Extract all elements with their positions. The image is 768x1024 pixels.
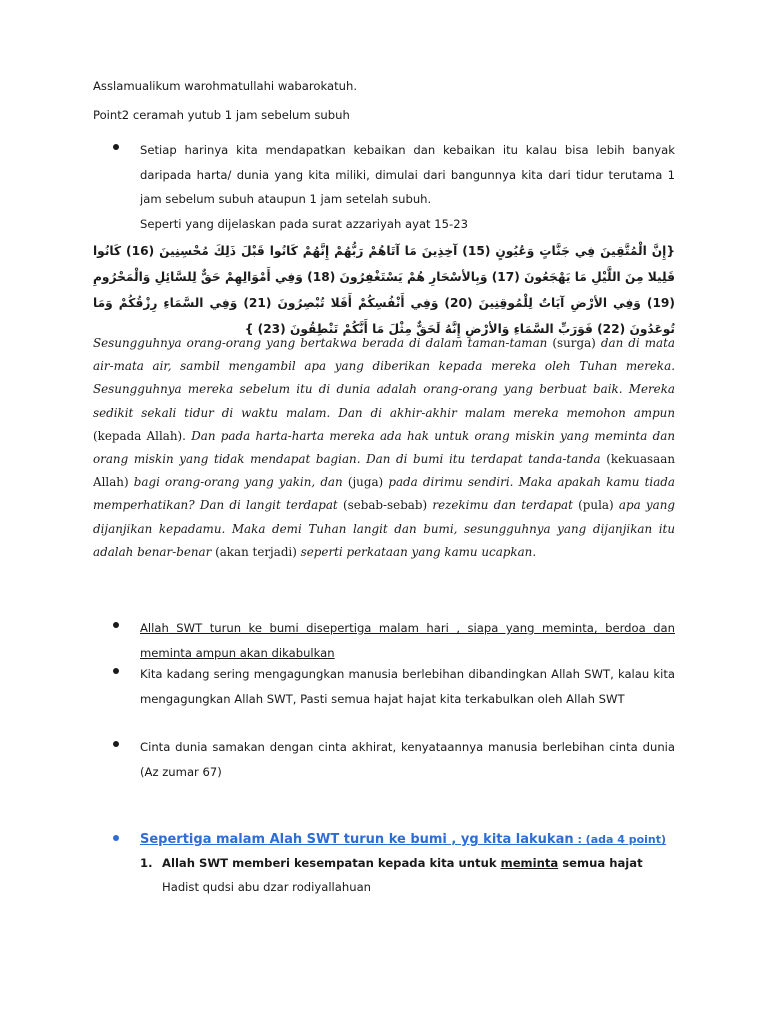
translation-part: apa yang dijanjikan kepadamu. Maka demi Tuhan langit dan bumi, sesungguhnya yang dijanjikan itu adalah benar-benar bbox=[93, 498, 675, 559]
bullet-1-subtext: Seperti yang dijelaskan pada surat azzariyah ayat 15-23 bbox=[140, 216, 468, 231]
bullet-3-text: Kita kadang sering mengagungkan manusia berlebihan dibandingkan Allah SWT, kalau kita mengagungkan Allah SWT, Pasti semua hajat hajat kita terkabulkan oleh Allah SWT bbox=[140, 667, 675, 706]
translation-upright: (kekuasaan Allah) bbox=[93, 452, 675, 490]
bullet-dot-icon bbox=[113, 144, 119, 150]
translation-upright: (akan terjadi) bbox=[215, 544, 297, 559]
bullet-dot-icon bbox=[113, 622, 119, 628]
translation-part: rezekimu dan terdapat bbox=[427, 498, 579, 513]
bullet-dot-icon bbox=[113, 668, 119, 674]
heading-text: Sepertiga malam Alah SWT turun ke bumi , yg kita lakukan bbox=[140, 832, 574, 847]
numbered-text-after: semua hajat bbox=[558, 856, 643, 870]
bullet-item-3 bbox=[113, 662, 675, 711]
translation-upright: (kepada Allah). bbox=[93, 428, 186, 443]
bullet-item-2 bbox=[113, 616, 675, 665]
greeting-line: Asslamualikum warohmatullahi wabarokatuh. bbox=[93, 79, 358, 93]
translation-upright: (juga) bbox=[347, 475, 384, 490]
bullet-item-4 bbox=[113, 735, 675, 784]
arabic-verse: {إِنَّ الْمُتَّقِينَ فِي جَنَّاتٍ وَعُيُونٍ (15) آخِذِينَ مَا آتَاهُمْ رَبُّهُمْ إِنَّهُمْ كَانُوا قَبْلَ ذَلِكَ مُحْسِنِينَ (16) كَانُوا قَلِيلا مِنَ اللَّيْلِ مَا يَهْجَعُونَ (17) وَبِالأسْحَارِ هُمْ يَسْتَغْفِرُونَ (18) وَفِي أَمْوَالِهِمْ حَقٌّ لِلسَّائِلِ وَالْمَحْرُومِ (19) وَفِي الأرْضِ آيَاتٌ لِلْمُوقِنِينَ (20) وَفِي أَنْفُسِكُمْ أَفَلا تُبْصِرُونَ (21) وَفِي السَّمَاءِ رِزْقُكُمْ وَمَا تُوعَدُونَ (22) فَوَرَبِّ السَّمَاءِ وَالأرْضِ إِنَّهُ لَحَقٌّ مِثْلَ مَا أَنَّكُمْ تَنْطِقُونَ (23) } bbox=[93, 244, 676, 336]
numbered-text-underlined: meminta bbox=[500, 856, 559, 870]
numbered-item-1 bbox=[140, 856, 700, 870]
bullet-dot-icon bbox=[113, 741, 119, 747]
bullet-2-text: Allah SWT turun ke bumi disepertiga malam hari , siapa yang meminta, berdoa dan meminta ampun akan dikabulkan bbox=[140, 621, 675, 660]
translation-part: dan di mata air-mata air, sambil mengambil apa yang diberikan kepada mereka oleh Tuhan mereka. Sesungguhnya mereka sebelum itu di dunia adalah orang-orang yang berbuat baik. Mereka sedikit sekali tidur di waktu malam. Dan di akhir-akhir malam mereka memohon ampun bbox=[93, 336, 675, 420]
translation-part: Dan pada harta-harta mereka ada hak untuk orang miskin yang meminta dan orang miskin yang tidak mendapat bagian. Dan di bumi itu terdapat tanda-tanda bbox=[93, 428, 675, 467]
translation-upright: (pula) bbox=[578, 498, 614, 513]
heading-note: : (ada 4 point) bbox=[573, 833, 667, 846]
bullet-4-text: Cinta dunia samakan dengan cinta akhirat, kenyataannya manusia berlebihan cinta dunia (Az zumar 67) bbox=[140, 740, 675, 779]
translation-upright: (sebab-sebab) bbox=[342, 498, 428, 513]
verse-translation bbox=[93, 332, 675, 564]
item-number: 1. bbox=[140, 856, 153, 870]
section-heading bbox=[113, 828, 683, 853]
translation-part: bagi orang-orang yang yakin, dan bbox=[128, 475, 348, 490]
bullet-item-1 bbox=[113, 138, 675, 236]
translation-part: Sesungguhnya orang-orang yang bertakwa berada di dalam taman-taman bbox=[93, 336, 553, 350]
translation-upright: (surga) bbox=[552, 336, 596, 350]
bullet-1-text: Setiap harinya kita mendapatkan kebaikan dan kebaikan itu kalau bisa lebih banyak daripada harta/ dunia yang kita miliki, dimulai dari bangunnya kita dari tidur terutama 1 jam sebelum subuh ataupun 1 jam setelah subuh. bbox=[140, 143, 675, 206]
numbered-text-before: Allah SWT memberi kesempatan kepada kita untuk bbox=[162, 856, 501, 870]
translation-part: pada dirimu sendiri. Maka apakah kamu tiada memperhatikan? Dan di langit terdapat bbox=[93, 475, 676, 513]
bullet-dot-icon bbox=[113, 835, 119, 841]
hadist-line: Hadist qudsi abu dzar rodiyallahuan bbox=[162, 880, 372, 894]
subtitle-line: Point2 ceramah yutub 1 jam sebelum subuh bbox=[93, 108, 350, 122]
translation-part: seperti perkataan yang kamu ucapkan. bbox=[296, 544, 537, 559]
